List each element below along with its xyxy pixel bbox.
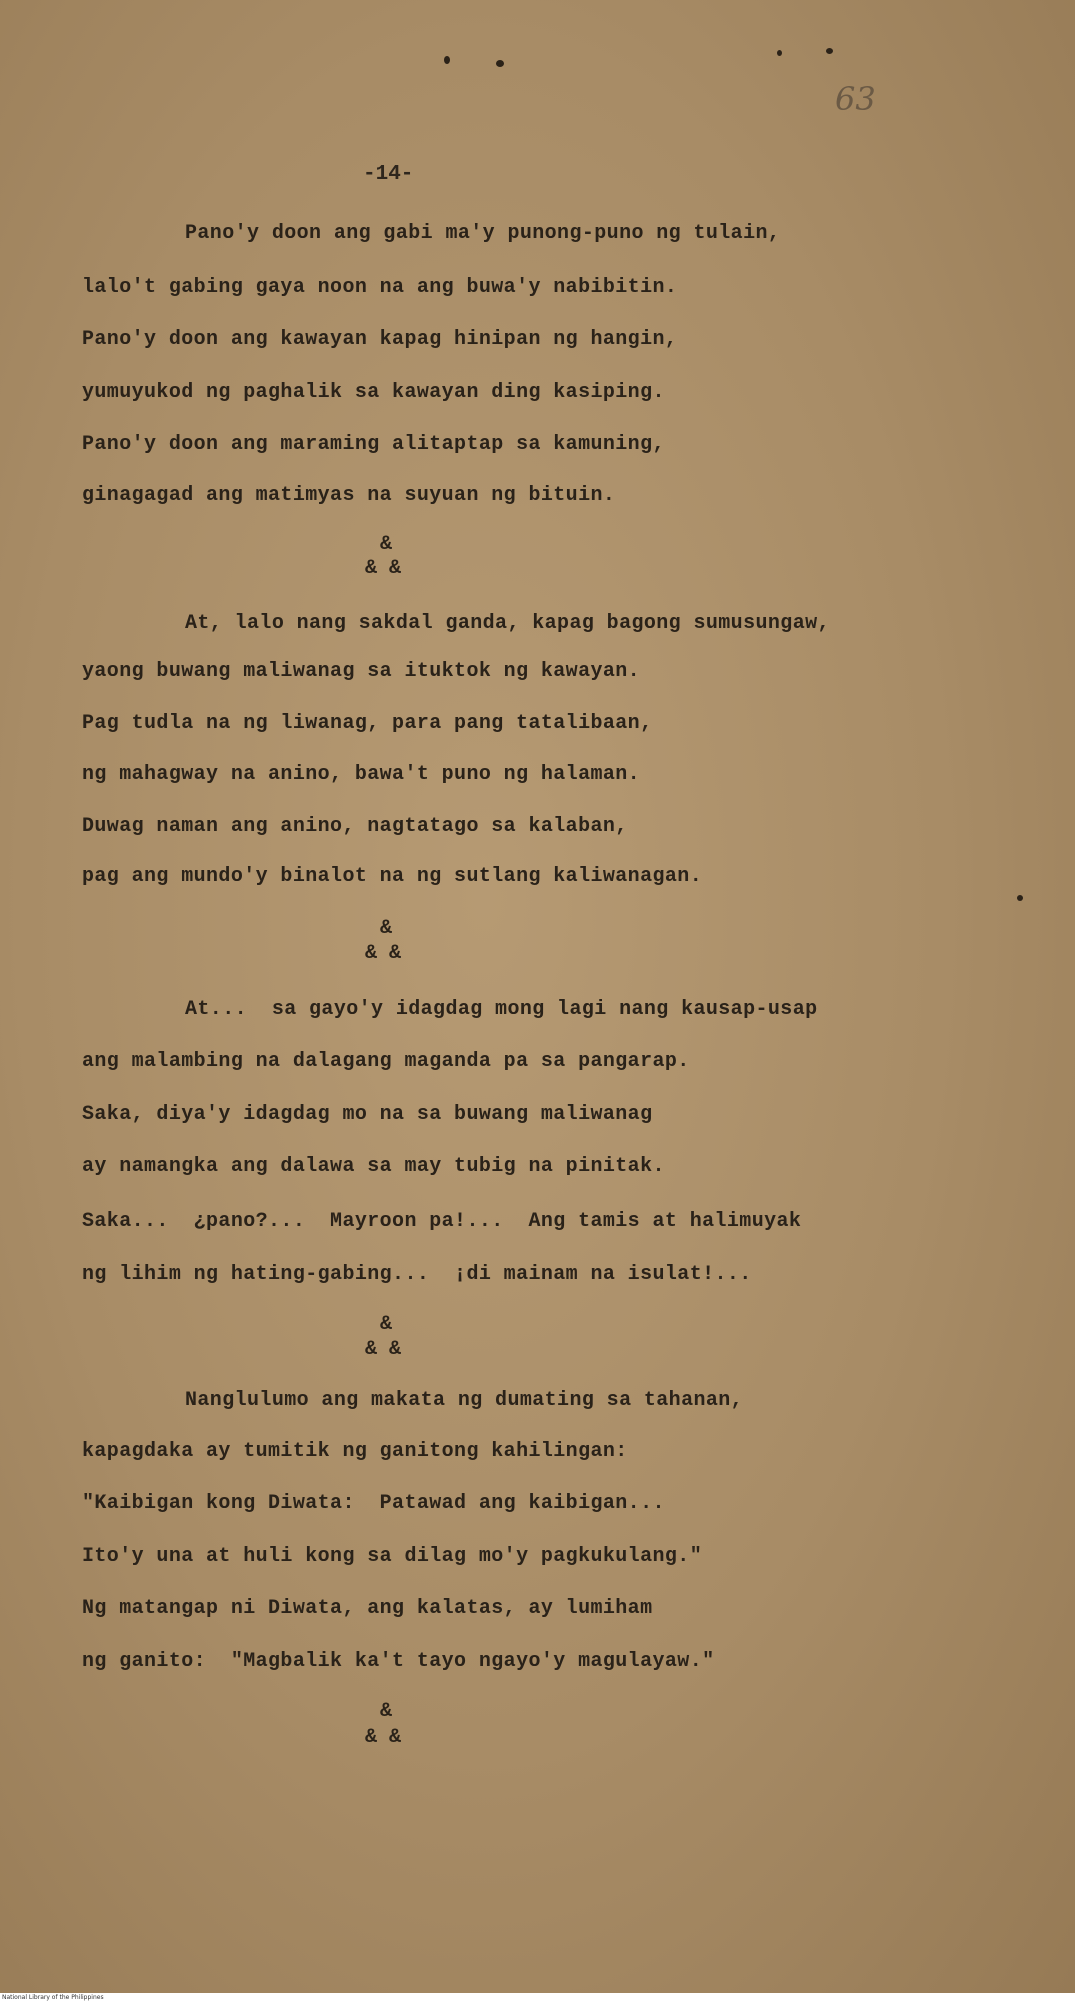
ink-speck xyxy=(444,56,450,64)
verse-line: ng ganito: "Magbalik ka't tayo ngayo'y magulayaw." xyxy=(82,1650,715,1673)
verse-line: kapagdaka ay tumitik ng ganitong kahilingan: xyxy=(82,1440,628,1463)
verse-line: At, lalo nang sakdal ganda, kapag bagong sumusungaw, xyxy=(185,612,830,635)
verse-line: lalo't gabing gaya noon na ang buwa'y nabibitin. xyxy=(82,276,678,299)
verse-line: ay namangka ang dalawa sa may tubig na pinitak. xyxy=(82,1155,665,1178)
verse-line: ng lihim ng hating-gabing... ¡di mainam na isulat!... xyxy=(82,1263,752,1286)
verse-line: ang malambing na dalagang maganda pa sa pangarap. xyxy=(82,1050,690,1073)
verse-line: Pano'y doon ang gabi ma'y punong-puno ng tulain, xyxy=(185,222,781,245)
verse-line: Duwag naman ang anino, nagtatago sa kalaban, xyxy=(82,815,628,838)
verse-line: Pano'y doon ang kawayan kapag hinipan ng hangin, xyxy=(82,328,678,351)
verse-line: Saka... ¿pano?... Mayroon pa!... Ang tamis at halimuyak xyxy=(82,1210,802,1233)
page-number: -14- xyxy=(363,163,414,186)
verse-line: ginagagad ang matimyas na suyuan ng bituin. xyxy=(82,484,616,507)
verse-line: Saka, diya'y idagdag mo na sa buwang maliwanag xyxy=(82,1103,653,1126)
stanza-separator: & xyxy=(380,533,393,556)
verse-line: pag ang mundo'y binalot na ng sutlang kaliwanagan. xyxy=(82,865,703,888)
ink-speck xyxy=(826,48,833,54)
stanza-separator: & & xyxy=(365,942,402,965)
verse-line: yaong buwang maliwanag sa ituktok ng kawayan. xyxy=(82,660,641,683)
stanza-separator: & & xyxy=(365,557,402,580)
verse-line: Pano'y doon ang maraming alitaptap sa kamuning, xyxy=(82,433,665,456)
ink-speck xyxy=(1017,895,1023,901)
stanza-separator: & & xyxy=(365,1338,402,1361)
folio-number: 63 xyxy=(835,80,876,118)
verse-line: yumuyukod ng paghalik sa kawayan ding kasiping. xyxy=(82,381,665,404)
verse-line: Ito'y una at huli kong sa dilag mo'y pagkukulang." xyxy=(82,1545,703,1568)
verse-line: "Kaibigan kong Diwata: Patawad ang kaibigan... xyxy=(82,1492,665,1515)
footer-strip xyxy=(0,1993,1075,2003)
footer-credit: National Library of the Philippines xyxy=(2,1994,104,2001)
verse-line: At... sa gayo'y idagdag mong lagi nang kausap-usap xyxy=(185,998,818,1021)
stanza-separator: & xyxy=(380,1313,393,1336)
verse-line: Pag tudla na ng liwanag, para pang tatalibaan, xyxy=(82,712,653,735)
ink-speck xyxy=(496,60,504,67)
stanza-separator: & xyxy=(380,917,393,940)
stanza-separator: & xyxy=(380,1700,393,1723)
ink-speck xyxy=(777,50,782,56)
verse-line: Ng matangap ni Diwata, ang kalatas, ay lumiham xyxy=(82,1597,653,1620)
verse-line: ng mahagway na anino, bawa't puno ng halaman. xyxy=(82,763,641,786)
stanza-separator: & & xyxy=(365,1726,402,1749)
verse-line: Nanglulumo ang makata ng dumating sa tahanan, xyxy=(185,1389,744,1412)
